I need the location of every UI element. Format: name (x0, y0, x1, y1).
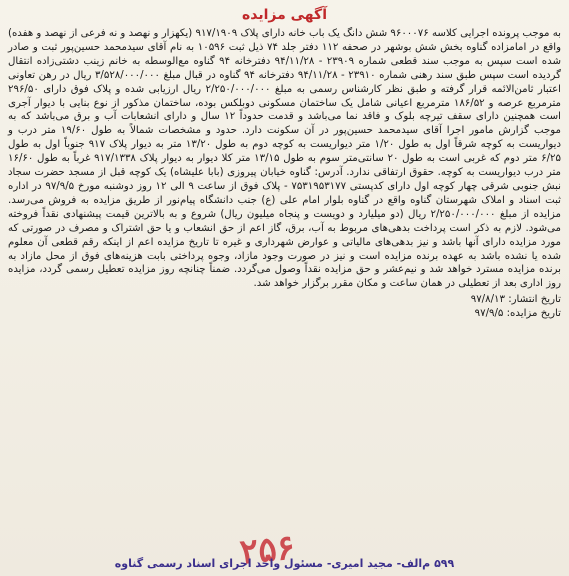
auction-date: تاریخ مزایده: ۹۷/۹/۵ (474, 308, 561, 320)
notice-footer: ۵۹۹ م‌الف- مجید امیری- مسئول واحد اجرای اسناد رسمی گناوه (114, 557, 455, 570)
publish-date: تاریخ انتشار: ۹۷/۸/۱۳ (470, 294, 561, 306)
handwritten-number-stamp: ۲۵۶ (238, 527, 297, 573)
notice-dates (8, 293, 561, 321)
notice-body: به موجب پرونده اجرایی کلاسه ۹۶۰۰۰۷۶ شش دانگ یک باب خانه دارای پلاک ۹۱۷/۱۹۰۹ (یکهزار و نهصد و نه فرعی از نهصد و هفده) واقع در امامزاده گناوه بخش شش بوشهر در صحفه ۱۱۲ دفتر جلد ۷۴ ذیل ثبت ۱۰۵۹۶ به نام آقای سیدمحمد حسین‌پور ثبت و صادر شده است سپس به موجب سند قطعی شماره ۲۳۹۰۹ - ۹۴/۱۱/۲۸ دفترخانه ۹۴ گناوه مع‌الوسطه به خانم زینب دشتی‌زاده انتقال گردیده است سپس طبق سند رهنی شماره ۲۳۹۱۰ - ۹۴/۱۱/۲۸ دفترخانه ۹۴ گناوه در قبال مبلغ ۳/۵۲۸/۰۰۰/۰۰۰ ریال در رهن تعاونی اعتبار ثامن‌الائمه قرار گرفته و طبق نظر کارشناس رسمی به مبلغ ۲/۲۵۰/۰۰۰/۰۰۰ ریال ارزیابی شده و پلاک فوق دارای ۲۹۶/۵۰ مترمربع عرصه و ۱۸۶/۵۲ مترمربع اعیانی شامل یک ساختمان مسکونی دوبلکس بوده، ساختمان مذکور از نوع بنایی با دیوار آجری است همچنین دارای سقف تیرچه بلوک و فاقد نما می‌باشد و قدمت حدوداً ۱۲ سال و دارای انشعابات آب و برق می‌باشد که به موجب گزارش مامور اجرا آقای سیدمحمد حسین‌پور در آن سکونت دارد. حدود و مشخصات شمالاً به طول ۱۹/۶۰ متر درب و دیواریست به کوچه شرقاً اول به طول ۱/۲۰ متر دیواریست به کوچه دوم به طول ۱۳/۲۰ متر به دیوار پلاک ۹۱۷ جنوباً اول به طول ۶/۲۵ متر دوم که غربی است به طول ۲۰ سانتی‌متر سوم به طول ۱۳/۱۵ متر کلا دیوار به دیوار پلاک ۹۱۷/۱۳۳۸ غرباً به طول ۱۶/۶۰ متر درب دیواریست به کوچه. حقوق ارتفاقی ندارد. آدرس: گناوه خیابان پیروزی (بابا علیشاه) یک کوچه قبل از مسجد حضرت سجاد نبش جنوبی شرقی چهار کوچه اول دارای کدپستی ۷۵۳۱۹۵۳۱۷۷ - پلاک فوق از ساعت ۹ الی ۱۲ روز دوشنبه مورخ ۹۷/۹/۵ در اداره ثبت اسناد و املاک شهرستان گناوه واقع در گناوه بلوار امام علی (ع) جنب دانشگاه پیام‌نور از طریق مزایده به فروش می‌رسد. مزایده از مبلغ ۲/۲۵۰/۰۰۰/۰۰۰ ریال (دو میلیارد و دویست و پنجاه میلیون ریال) شروع و به بالاترین قیمت پیشنهادی نقداً فروخته می‌شود. لازم به ذکر است پرداخت بدهی‌های مربوط به آب، برق، گاز اعم از حق انشعاب و یا حق اشتراک و مصرف در صورتی که مورد مزایده دارای آنها باشد و نیز بدهی‌های مالیاتی و عوارض شهرداری و غیره تا تاریخ مزایده اعم از اینکه رقم قطعی آن معلوم شده یا نشده باشد به عهده برنده مزایده است و نیز در صورت وجود مازاد، وجوه پرداختی بابت هزینه‌های فوق از محل مازاد به برنده مزایده مسترد خواهد شد و نیم‌عشر و حق مزایده نقداً وصول می‌گردد. ضمناً چنانچه روز مزایده تعطیل رسمی گردد، مزایده روز اداری بعد از تعطیلی در همان ساعت و مکان مقرر برگزار خواهد شد. (8, 28, 562, 290)
notice-title: آگهی مزایده (241, 7, 327, 23)
